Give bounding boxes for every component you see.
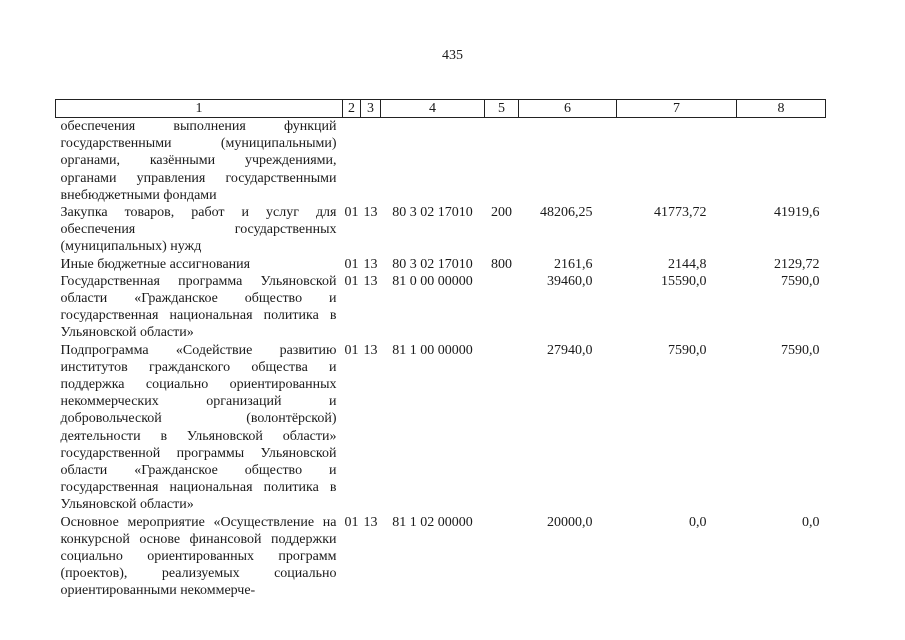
row-amount-8: 7590,0 [781, 342, 820, 358]
table-row [56, 514, 826, 600]
row-amount-6 [519, 118, 617, 205]
table-row [56, 273, 826, 342]
header-col-7: 7 [617, 100, 737, 118]
table-row [56, 342, 826, 514]
row-name: Государственная программа Ульяновской области «Гражданское общество и государственная национальная политика в Ульяновской области» [60, 273, 337, 341]
row-amount-8: 2129,72 [774, 256, 820, 272]
row-subsection [361, 118, 381, 205]
row-name: Иные бюджетные ассигнования [60, 256, 251, 272]
row-expense-type: 800 [491, 256, 512, 272]
row-amount-7: 7590,0 [668, 342, 707, 358]
row-amount-7: 0,0 [689, 514, 707, 530]
row-amount-8: 41919,6 [774, 205, 820, 221]
row-name: Основное мероприятие «Осуществление на конкурсной основе финансовой поддержки социально ориентированных программ (проектов), реализуемых социально ориентированными некоммерче- [60, 514, 337, 599]
row-name: Подпрограмма «Содействие развитию институтов гражданского общества и поддержка социально ориентированных некоммерческих организаций и добровольческой (волонтёрской) деятельности в Ульяновской области» государственной программы Ульяновской области «Гражданское общество и государственная национальная политика в Ульяновской области» [60, 342, 337, 513]
header-col-2: 2 [343, 100, 361, 118]
row-amount-6: 27940,0 [547, 342, 593, 358]
header-col-1: 1 [56, 100, 343, 118]
row-section: 01 [344, 256, 359, 272]
row-target-code [381, 118, 485, 205]
row-amount-7: 15590,0 [661, 273, 707, 289]
row-section [343, 118, 361, 205]
row-section: 01 [344, 273, 359, 289]
table-body [56, 118, 826, 600]
row-expense-type [485, 273, 519, 342]
row-expense-type: 200 [491, 205, 512, 221]
row-subsection: 13 [363, 342, 378, 358]
row-amount-8: 0,0 [802, 514, 820, 530]
row-target-code: 80 3 02 17010 [392, 205, 473, 221]
row-expense-type [485, 514, 519, 600]
row-section: 01 [344, 205, 359, 221]
row-target-code: 81 1 00 00000 [392, 342, 473, 358]
table-header [56, 100, 826, 118]
row-subsection: 13 [363, 256, 378, 272]
header-col-3: 3 [361, 100, 381, 118]
row-amount-7: 2144,8 [668, 256, 707, 272]
row-amount-6: 39460,0 [547, 273, 593, 289]
row-expense-type [485, 118, 519, 205]
row-amount-6: 20000,0 [547, 514, 593, 530]
table-row [56, 118, 826, 205]
row-target-code: 80 3 02 17010 [392, 256, 473, 272]
header-col-5: 5 [485, 100, 519, 118]
row-target-code: 81 1 02 00000 [392, 514, 473, 530]
row-subsection: 13 [363, 273, 378, 289]
table-row [56, 204, 826, 256]
row-subsection: 13 [363, 514, 378, 530]
row-amount-6: 48206,25 [540, 205, 593, 221]
row-amount-8 [737, 118, 826, 205]
page-number: 435 [442, 48, 463, 63]
header-col-6: 6 [519, 100, 617, 118]
row-section: 01 [344, 342, 359, 358]
header-col-4: 4 [381, 100, 485, 118]
row-section: 01 [344, 514, 359, 530]
row-subsection: 13 [363, 205, 378, 221]
row-amount-7: 41773,72 [654, 205, 707, 221]
row-amount-7 [617, 118, 737, 205]
budget-table [55, 99, 826, 600]
table-row [56, 256, 826, 273]
row-amount-8: 7590,0 [781, 273, 820, 289]
row-amount-6: 2161,6 [554, 256, 593, 272]
row-expense-type [485, 342, 519, 514]
row-name: обеспечения выполнения функций государственными (муниципальными) органами, казёнными учреждениями, органами управления государственными внебюджетными фондами [60, 119, 337, 203]
header-col-8: 8 [737, 100, 826, 118]
row-target-code: 81 0 00 00000 [392, 273, 473, 289]
row-name: Закупка товаров, работ и услуг для обеспечения государственных (муниципальных) нужд [60, 205, 337, 255]
header-row [56, 100, 826, 118]
